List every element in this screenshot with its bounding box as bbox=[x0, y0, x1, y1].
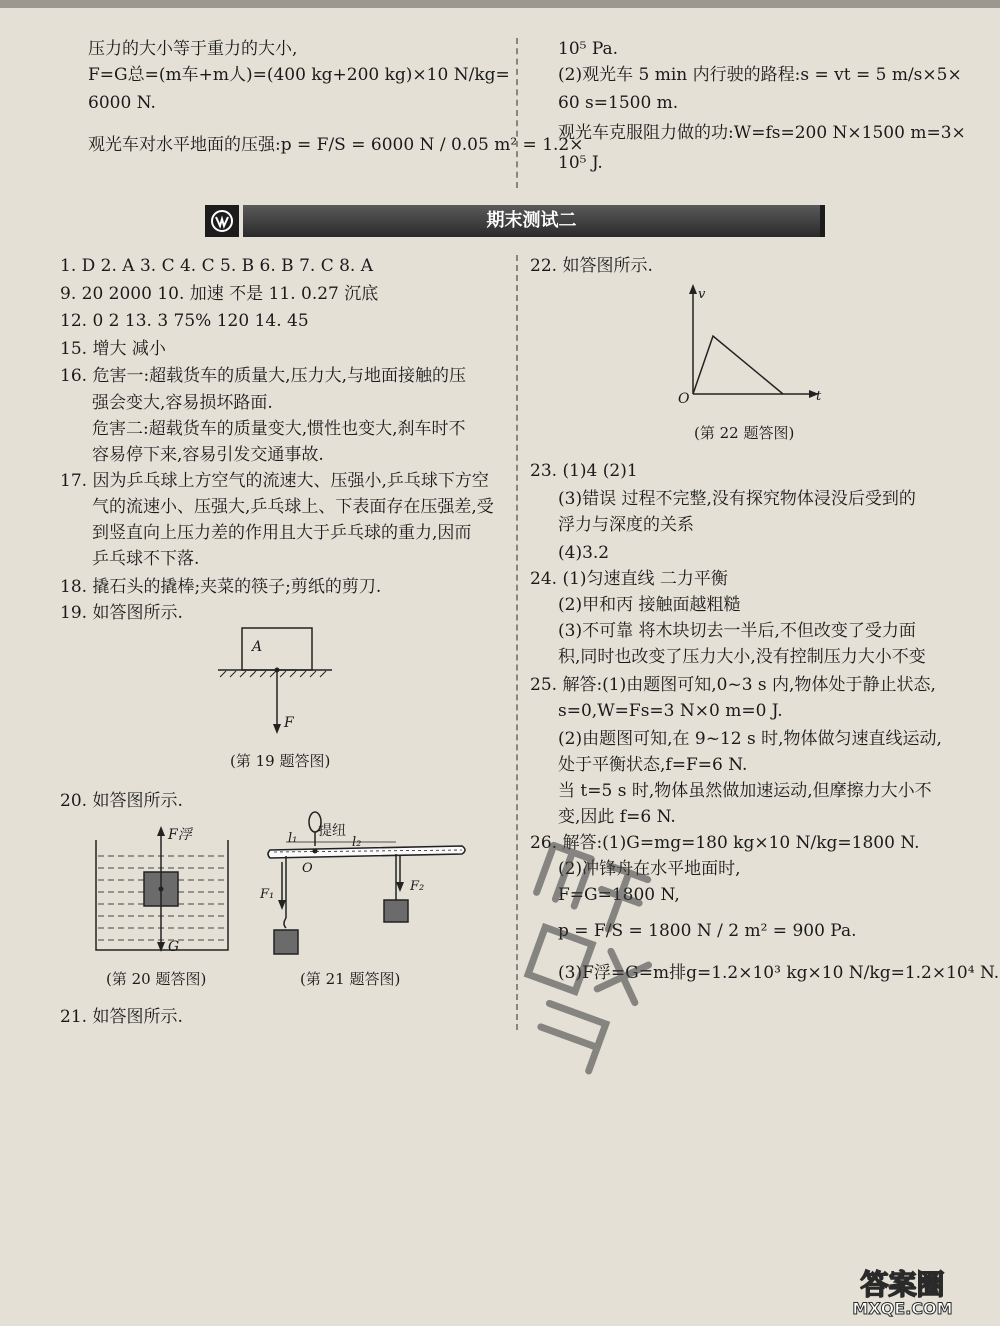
fig21-left-hook bbox=[284, 918, 286, 928]
section-title: 期末测试二 bbox=[486, 210, 577, 231]
figure-20-diagram bbox=[90, 822, 240, 962]
answer-19: 19. 如答图所示. bbox=[60, 603, 183, 623]
answer-26-line-4: p = F/S = 1800 N / 2 m² = 900 Pa. bbox=[558, 921, 857, 941]
left-top-line-2: F=G总=(m车+m人)=(400 kg+200 kg)×10 N/kg= bbox=[88, 65, 510, 85]
answer-26-line-1: 26. 解答:(1)G=mg=180 kg×10 N/kg=1800 N. bbox=[530, 833, 920, 853]
answer-23-line-2: (3)错误 过程不完整,没有探究物体浸没后受到的 bbox=[558, 489, 916, 509]
page-top-edge bbox=[0, 0, 1000, 8]
answers-1-8: 1. D 2. A 3. C 4. C 5. B 6. B 7. C 8. A bbox=[60, 256, 374, 276]
answer-25-line-2: s=0,W=Fs=3 N×0 m=0 J. bbox=[558, 701, 783, 721]
answer-24-line-2: (2)甲和丙 接触面越粗糙 bbox=[558, 595, 741, 615]
fig19-label-f: F bbox=[284, 715, 294, 731]
fig20-label-gravity: G bbox=[168, 939, 180, 955]
answer-26-line-3: F=G=1800 N, bbox=[558, 885, 680, 905]
caption-fig19: (第 19 题答图) bbox=[230, 752, 331, 770]
left-top-line-4: 观光车对水平地面的压强:p = F/S = 6000 N / 0.05 m² = 1.2× bbox=[88, 135, 584, 155]
watermark-logo bbox=[810, 1270, 995, 1322]
answer-26-line-5: (3)F浮=G=m排g=1.2×10³ kg×10 N/kg=1.2×10⁴ N. bbox=[558, 963, 1000, 983]
fig19-label-a: A bbox=[252, 639, 263, 655]
right-top-line-4: 观光车克服阻力做的功:W=fs=200 N×1500 m=3× bbox=[558, 123, 966, 143]
answer-16-line-2: 强会变大,容易损坏路面. bbox=[92, 393, 273, 413]
caption-fig22: (第 22 题答图) bbox=[694, 424, 795, 442]
section-title-bar bbox=[243, 205, 825, 237]
fig20-buoyancy-arrowhead bbox=[157, 826, 165, 836]
fig21-label-l2: l₂ bbox=[352, 835, 362, 850]
answer-21: 21. 如答图所示. bbox=[60, 1007, 183, 1027]
fig21-label-f1: F₁ bbox=[260, 887, 275, 902]
answer-25-line-6: 变,因此 f=6 N. bbox=[558, 807, 676, 827]
answer-17-line-1: 17. 因为乒乓球上方空气的流速大、压强小,乒乓球下方空 bbox=[60, 471, 489, 491]
answers-12-14: 12. 0 2 13. 3 75% 120 14. 45 bbox=[60, 311, 309, 331]
fig22-velocity-curve bbox=[693, 336, 783, 394]
fig21-label-rope: 提纽 bbox=[318, 823, 346, 839]
answer-20: 20. 如答图所示. bbox=[60, 791, 183, 811]
figure-19-diagram bbox=[210, 620, 340, 738]
answer-23-line-4: (4)3.2 bbox=[558, 543, 610, 563]
fig21-right-weight bbox=[384, 900, 408, 922]
answer-25-line-4: 处于平衡状态,f=F=6 N. bbox=[558, 755, 748, 775]
fig22-label-v: v bbox=[698, 287, 706, 302]
answer-22: 22. 如答图所示. bbox=[530, 256, 653, 276]
watermark-url: MXQE.COM bbox=[852, 1299, 953, 1318]
column-divider-top bbox=[516, 38, 518, 188]
fig19-force-arrowhead bbox=[273, 724, 281, 734]
stamp-overlay bbox=[475, 835, 705, 1095]
right-top-line-3: 60 s=1500 m. bbox=[558, 93, 679, 113]
answer-26-line-2: (2)冲锋舟在水平地面时, bbox=[558, 859, 741, 879]
answer-16-line-4: 容易停下来,容易引发交通事故. bbox=[92, 445, 324, 465]
caption-fig21: (第 21 题答图) bbox=[300, 970, 401, 988]
answer-17-line-4: 乒乓球不下落. bbox=[92, 549, 200, 569]
fig21-label-o: O bbox=[302, 861, 313, 876]
answer-24-line-4: 积,同时也改变了压力大小,没有控制压力大小不变 bbox=[558, 647, 926, 667]
answer-23-line-3: 浮力与深度的关系 bbox=[558, 515, 694, 535]
fig21-left-weight bbox=[274, 930, 298, 954]
left-top-line-3: 6000 N. bbox=[88, 93, 156, 113]
fig21-label-l1: l₁ bbox=[288, 831, 298, 846]
answers-9-11: 9. 20 2000 10. 加速 不是 11. 0.27 沉底 bbox=[60, 284, 379, 304]
answer-25-line-3: (2)由题图可知,在 9~12 s 时,物体做匀速直线运动, bbox=[558, 729, 942, 749]
watermark-text: 答案圈 bbox=[860, 1268, 945, 1301]
answer-16-line-3: 危害二:超载货车的质量变大,惯性也变大,刹车时不 bbox=[92, 419, 466, 439]
left-top-line-1: 压力的大小等于重力的大小, bbox=[88, 39, 298, 59]
fig19-hatching bbox=[220, 671, 326, 677]
right-top-line-2: (2)观光车 5 min 内行驶的路程:s = vt = 5 m/s×5× bbox=[558, 65, 962, 85]
answer-25-line-1: 25. 解答:(1)由题图可知,0~3 s 内,物体处于静止状态, bbox=[530, 675, 936, 695]
fig21-pivot-o bbox=[313, 849, 318, 854]
right-top-line-5: 10⁵ J. bbox=[558, 153, 603, 173]
caption-fig20: (第 20 题答图) bbox=[106, 970, 207, 988]
answer-24-line-1: 24. (1)匀速直线 二力平衡 bbox=[530, 569, 728, 589]
answer-15: 15. 增大 减小 bbox=[60, 339, 166, 359]
answer-17-line-2: 气的流速小、压强大,乒乓球上、下表面存在压强差,受 bbox=[92, 497, 494, 517]
section-banner bbox=[205, 205, 825, 237]
fig21-lever-bar bbox=[268, 846, 465, 858]
answer-17-line-3: 到竖直向上压力差的作用且大于乒乓球的重力,因而 bbox=[92, 523, 472, 543]
answer-23-line-1: 23. (1)4 (2)1 bbox=[530, 461, 638, 481]
fig22-label-o: O bbox=[678, 391, 690, 407]
answer-16-line-1: 16. 危害一:超载货车的质量大,压力大,与地面接触的压 bbox=[60, 366, 466, 386]
answer-18: 18. 撬石头的撬棒;夹菜的筷子;剪纸的剪刀. bbox=[60, 577, 382, 597]
right-top-line-1: 10⁵ Pa. bbox=[558, 39, 619, 59]
fig21-f2-arrowhead bbox=[396, 882, 404, 892]
fig22-v-arrowhead bbox=[689, 284, 697, 294]
answer-24-line-3: (3)不可靠 将木块切去一半后,不但改变了受力面 bbox=[558, 621, 916, 641]
answer-25-line-5: 当 t=5 s 时,物体虽然做加速运动,但摩擦力大小不 bbox=[558, 781, 932, 801]
fig22-label-t: t bbox=[816, 389, 822, 404]
fig20-label-buoyancy: F浮 bbox=[168, 827, 192, 843]
section-emblem-icon bbox=[205, 205, 239, 237]
fig21-f1-arrowhead bbox=[278, 900, 286, 910]
fig21-label-f2: F₂ bbox=[410, 879, 425, 894]
